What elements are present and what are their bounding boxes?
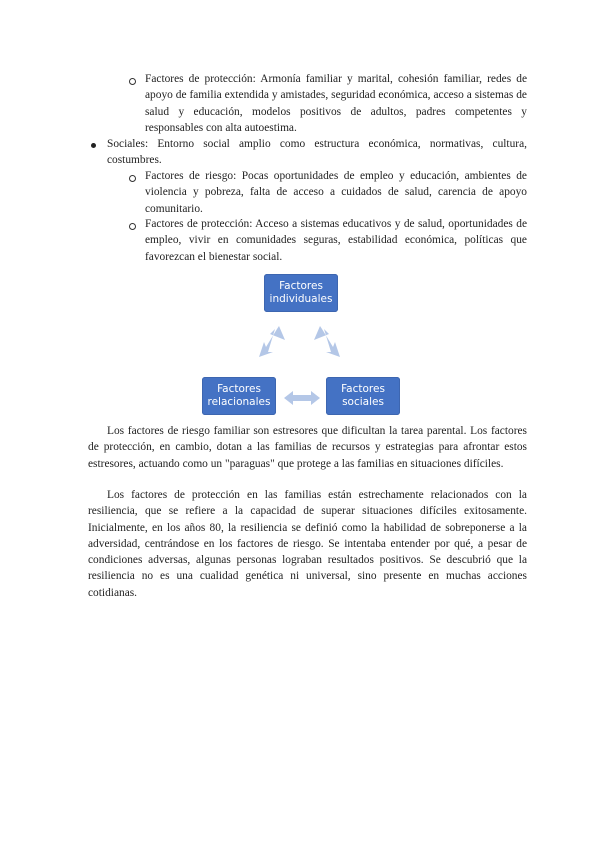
node-label-line2: individuales [269, 293, 333, 305]
social-risk-factors: Factores de riesgo: Pocas oportunidades de empleo y educación, ambientes de violencia y pobreza, falta de acceso a cuidados de salud, carencia de apoyo comunitario. [145, 170, 527, 215]
arrow-bottom [284, 391, 320, 405]
arrow-top-left [259, 326, 285, 357]
familiar-protection-factors: Factores de protección: Armonía familiar y marital, cohesión familiar, redes de apoyo de familia extendida y amistades, seguridad económica, acceso a sistemas de salud y educación, modelos positivos de adultos, padres competentes y responsables con alta autoestima. [145, 73, 527, 134]
node-label-line1: Factores [279, 280, 323, 292]
node-factores-individuales [264, 274, 338, 312]
social-factors-intro: Sociales: Entorno social amplio como estructura económica, normativas, cultura, costumbres. [107, 138, 527, 167]
node-label-line2: relacionales [207, 396, 271, 408]
social-protection-factors: Factores de protección: Acceso a sistemas educativos y de salud, oportunidades de empleo, vivir en comunidades seguras, estabilidad económica, políticas que favorezcan el bienestar social. [145, 218, 527, 263]
paragraph-stressors: Los factores de riesgo familiar son estresores que dificultan la tarea parental. Los factores de protección, en cambio, dotan a las familias de recursos y estrategias para afrontar estos estresores, actuando como un "paraguas" que protege a las familias en situaciones difíciles. [88, 425, 527, 470]
arrow-top-right [314, 326, 340, 357]
node-label-line2: sociales [342, 396, 384, 408]
node-label-line1: Factores [217, 383, 261, 395]
node-factores-sociales [326, 377, 400, 415]
paragraph-resilience: Los factores de protección en las familias están estrechamente relacionados con la resiliencia, que se refiere a la capacidad de superar situaciones difíciles exitosamente. Inicialmente, en los años 80, la resiliencia se definió como la habilidad de sobreponerse a la adversidad, centrándose en los factores de riesgo. Se intentaba entender por qué, a pesar de condiciones adversas, algunas personas lograban resultados positivos. Se descubrió que la resiliencia no es una cualidad genética ni universal, sino presente en muchas acciones cotidianas. [88, 489, 527, 599]
node-label-line1: Factores [341, 383, 385, 395]
node-factores-relacionales [202, 377, 276, 415]
